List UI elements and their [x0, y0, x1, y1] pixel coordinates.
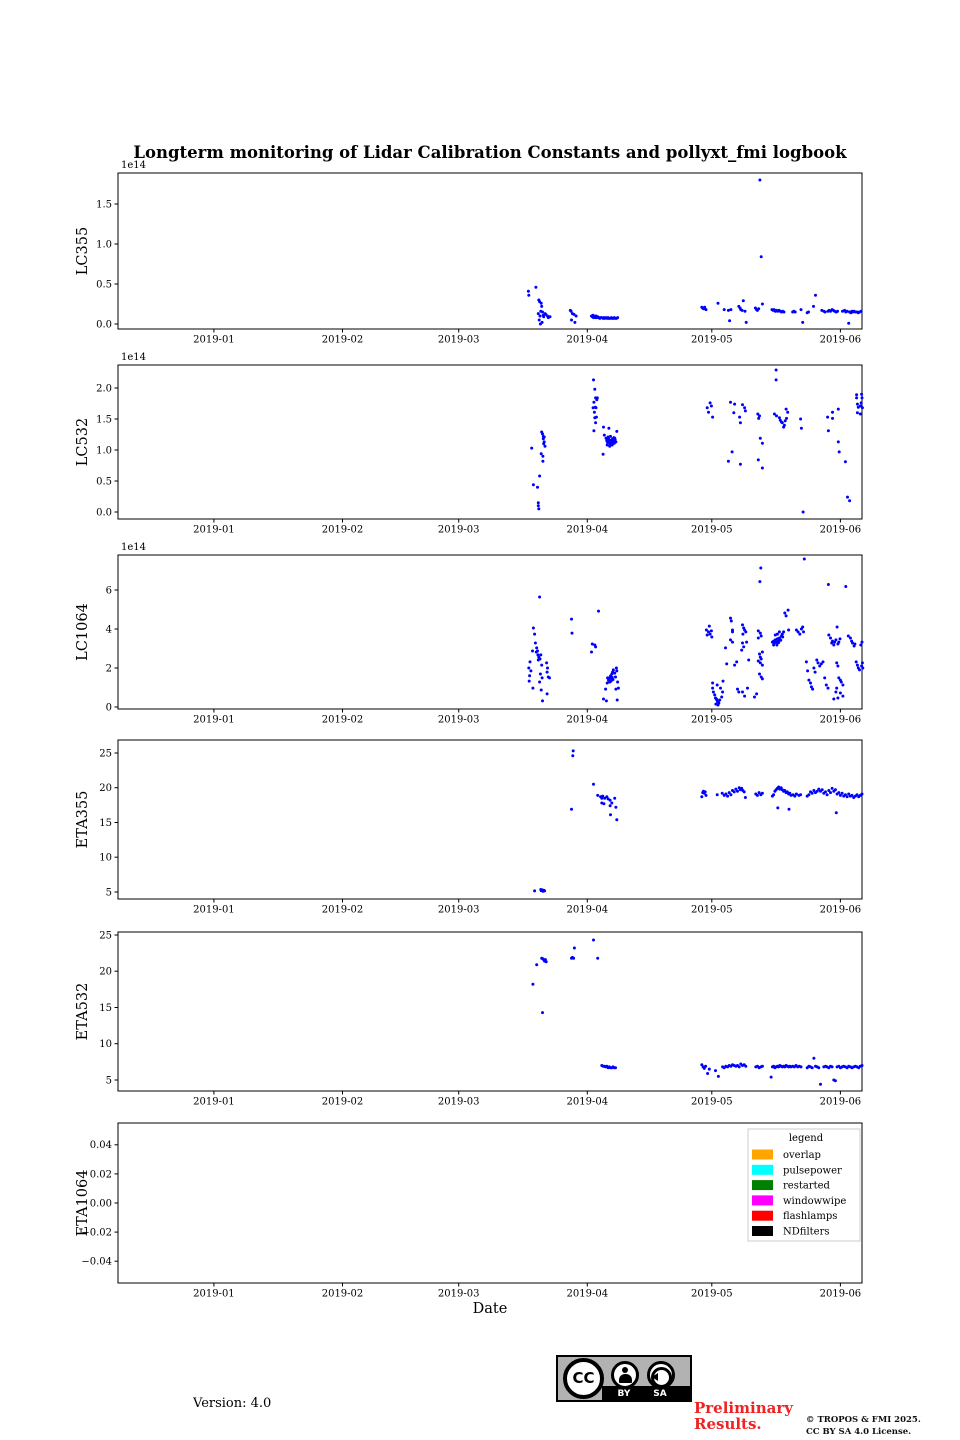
legend-swatch-overlap — [752, 1150, 773, 1160]
y-tick-label: 15 — [99, 1002, 112, 1014]
y-tick-label: 20 — [99, 966, 112, 978]
y-tick-label: 4 — [105, 624, 112, 636]
copyright-note — [806, 1414, 921, 1439]
y-axis-label: LC532 — [75, 417, 91, 467]
cc-by-label: BY — [617, 1389, 631, 1399]
panel-ETA355 — [75, 740, 864, 916]
axes-frame — [118, 173, 862, 329]
panel-LC1064 — [75, 542, 864, 726]
x-tick-label: 2019-05 — [691, 714, 733, 726]
figure-title: Longterm monitoring of Lidar Calibration Constants and pollyxt_fmi logbook — [133, 143, 847, 162]
x-tick-label: 2019-06 — [819, 714, 862, 726]
x-tick-label: 2019-01 — [193, 334, 235, 346]
axes-frame — [118, 365, 862, 519]
legend-swatch-windowwipe — [752, 1195, 773, 1205]
y-tick-label: 2.0 — [96, 383, 112, 395]
x-tick-label: 2019-01 — [193, 524, 235, 536]
version-label: Version: 4.0 — [193, 1396, 272, 1411]
legend-swatch-restarted — [752, 1180, 773, 1190]
preliminary-line1: Preliminary — [694, 1399, 793, 1417]
person-body-shape — [619, 1374, 632, 1383]
y-tick-label: 10 — [99, 852, 112, 864]
x-tick-label: 2019-02 — [321, 1288, 364, 1300]
preliminary-line2: Results. — [694, 1414, 762, 1433]
y-tick-label: −0.02 — [81, 1227, 112, 1239]
x-tick-label: 2019-05 — [691, 904, 733, 916]
axes-frame — [118, 740, 862, 899]
x-tick-label: 2019-02 — [321, 1096, 364, 1108]
panel-ETA532 — [75, 930, 864, 1107]
panel-LC355 — [75, 160, 863, 346]
x-tick-label: 2019-03 — [437, 714, 480, 726]
y-tick-label: 0.0 — [96, 319, 112, 331]
x-tick-label: 2019-05 — [691, 1096, 733, 1108]
legend-label-restarted: restarted — [783, 1180, 830, 1192]
x-tick-label: 2019-05 — [691, 334, 733, 346]
y-tick-label: 1.0 — [96, 445, 112, 457]
legend-box — [748, 1129, 860, 1241]
y-tick-label: −0.04 — [81, 1256, 112, 1268]
axis-offset-label: 1e14 — [121, 352, 147, 363]
sa-arrowhead-shape — [652, 1373, 658, 1381]
y-axis-label: ETA532 — [75, 982, 91, 1041]
legend-swatch-pulsepower — [752, 1165, 773, 1175]
y-axis-label: ETA355 — [75, 790, 91, 849]
x-tick-label: 2019-06 — [819, 1288, 862, 1300]
x-tick-label: 2019-06 — [819, 904, 862, 916]
y-tick-label: 0.5 — [96, 279, 112, 291]
legend-swatch-NDfilters — [752, 1226, 773, 1236]
y-tick-label: 1.5 — [96, 414, 112, 426]
y-tick-label: 2 — [105, 663, 112, 675]
x-tick-label: 2019-01 — [193, 1288, 235, 1300]
panel-LC532 — [75, 352, 864, 536]
y-tick-label: 0.04 — [89, 1140, 112, 1152]
person-head-shape — [622, 1367, 628, 1373]
legend-label-flashlamps: flashlamps — [783, 1211, 838, 1223]
x-tick-label: 2019-06 — [819, 334, 862, 346]
x-tick-label: 2019-05 — [691, 1288, 733, 1300]
y-axis-label: LC1064 — [75, 603, 91, 661]
legend-title: legend — [788, 1133, 824, 1144]
axis-offset-label: 1e14 — [121, 160, 147, 171]
x-tick-label: 2019-03 — [437, 904, 480, 916]
axes-frame — [118, 555, 862, 709]
cc-by-person-icon — [611, 1361, 639, 1389]
x-tick-label: 2019-01 — [193, 904, 235, 916]
y-tick-label: 0.0 — [96, 507, 112, 519]
x-tick-label: 2019-02 — [321, 524, 364, 536]
x-tick-label: 2019-01 — [193, 714, 235, 726]
y-tick-label: 5 — [105, 887, 112, 899]
legend-swatch-flashlamps — [752, 1211, 773, 1221]
x-tick-label: 2019-05 — [691, 524, 733, 536]
x-tick-label: 2019-06 — [819, 1096, 862, 1108]
copyright-line1: © TROPOS & FMI 2025. — [806, 1415, 921, 1425]
x-tick-label: 2019-02 — [321, 334, 364, 346]
x-tick-label: 2019-02 — [321, 714, 364, 726]
cc-license-badge — [556, 1355, 692, 1402]
y-tick-label: 0.02 — [89, 1169, 112, 1181]
cc-logo-text: CC — [572, 1369, 595, 1387]
x-tick-label: 2019-04 — [566, 524, 609, 536]
legend-label-pulsepower: pulsepower — [783, 1165, 842, 1177]
y-tick-label: 15 — [99, 817, 112, 829]
x-tick-label: 2019-04 — [566, 714, 609, 726]
x-tick-label: 2019-06 — [819, 524, 862, 536]
x-tick-label: 2019-01 — [193, 1096, 235, 1108]
x-tick-label: 2019-03 — [437, 1288, 480, 1300]
y-tick-label: 20 — [99, 783, 112, 795]
y-tick-label: 10 — [99, 1039, 112, 1051]
cc-logo-icon — [563, 1358, 604, 1399]
x-tick-label: 2019-02 — [321, 904, 364, 916]
x-tick-label: 2019-04 — [566, 904, 609, 916]
cc-sa-label: SA — [653, 1389, 667, 1399]
legend-label-NDfilters: NDfilters — [783, 1226, 830, 1238]
x-tick-label: 2019-03 — [437, 1096, 480, 1108]
cc-sa-arrow-icon — [647, 1361, 675, 1389]
y-tick-label: 1.0 — [96, 239, 112, 251]
x-tick-label: 2019-04 — [566, 1096, 609, 1108]
x-axis-title: Date — [472, 1301, 508, 1317]
y-tick-label: 25 — [99, 930, 112, 942]
preliminary-results-note — [694, 1401, 793, 1433]
x-tick-label: 2019-03 — [437, 334, 480, 346]
y-axis-label: LC355 — [75, 226, 91, 276]
copyright-line2: CC BY SA 4.0 License. — [806, 1427, 912, 1438]
legend-label-windowwipe: windowwipe — [783, 1195, 847, 1207]
axes-frame — [118, 932, 862, 1091]
y-tick-label: 6 — [105, 585, 112, 597]
y-tick-label: 0 — [105, 702, 112, 714]
x-tick-label: 2019-04 — [566, 334, 609, 346]
y-tick-label: 0.5 — [96, 476, 112, 488]
y-tick-label: 0.00 — [89, 1198, 112, 1210]
y-axis-label: ETA1064 — [75, 1169, 91, 1237]
axis-offset-label: 1e14 — [121, 542, 147, 553]
legend-label-overlap: overlap — [783, 1150, 821, 1161]
y-tick-label: 1.5 — [96, 199, 112, 211]
x-tick-label: 2019-04 — [566, 1288, 609, 1300]
y-tick-label: 5 — [105, 1075, 112, 1087]
x-tick-label: 2019-03 — [437, 524, 480, 536]
panel-ETA1064 — [75, 1123, 862, 1300]
y-tick-label: 25 — [99, 748, 112, 760]
